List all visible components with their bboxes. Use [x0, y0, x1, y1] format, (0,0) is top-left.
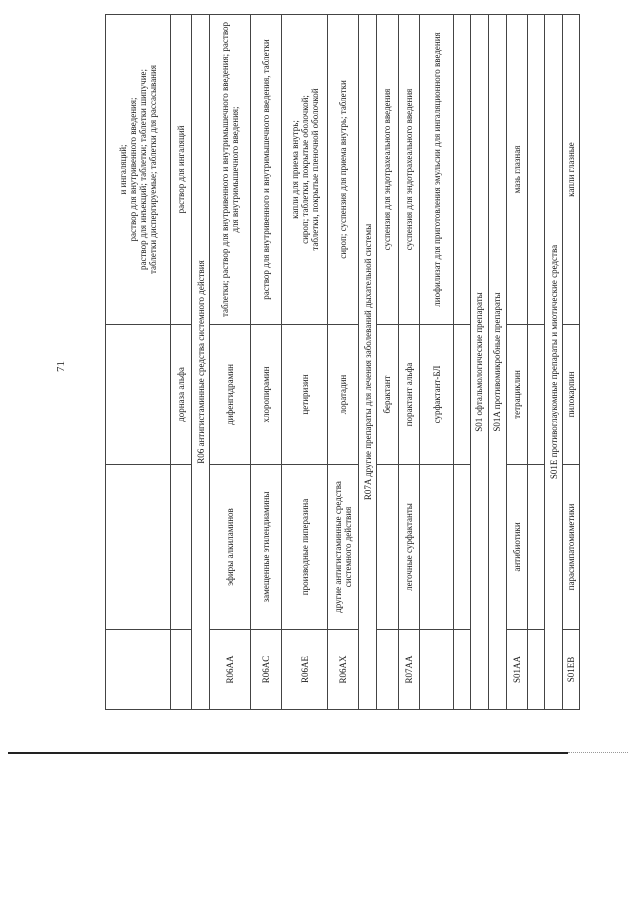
atc-code-cell [453, 630, 470, 710]
atc-code-cell [420, 630, 454, 710]
group-cell: эфиры алкиламинов [210, 465, 251, 630]
page-bottom-rule-dotted [568, 752, 628, 754]
atc-code-cell: S01EB [563, 630, 580, 710]
atc-code-cell: S01AA [506, 630, 528, 710]
atc-code-cell: R06AX [327, 630, 358, 710]
drug-name-cell [453, 325, 470, 465]
dosage-form-cell: суспензия для эндотрахеального введения [398, 15, 420, 325]
section-row [359, 15, 377, 710]
drug-name-cell: сурфактант-БЛ [420, 325, 454, 465]
drug-name-cell: берактант [377, 325, 399, 465]
drug-name-cell: тетрациклин [506, 325, 528, 465]
atc-code-cell [106, 630, 171, 710]
group-cell: антибиотики [506, 465, 528, 630]
dosage-form-cell: мазь глазная [506, 15, 528, 325]
group-cell [420, 465, 454, 630]
section-row [545, 15, 563, 710]
dosage-form-cell: и ингаляций; раствор для внутривенного введения; раствор для инъекций; таблетки; таблетки шипучие; таблетки диспергируемые; таблетки для рассасывания [106, 15, 171, 325]
section-heading: S01A противомикробные препараты [488, 15, 506, 710]
drug-table-body [106, 15, 580, 710]
section-heading: R06 антигистаминные средства системного действия [192, 15, 210, 710]
table-row [210, 15, 251, 710]
group-cell: легочные сурфактанты [398, 465, 420, 630]
dosage-form-cell: лиофилизат для приготовления эмульсии для ингаляционного введения [420, 15, 454, 325]
dosage-form-cell: таблетки; раствор для внутривенного и внутримышечного введения; раствор для внутримышечного введения; [210, 15, 251, 325]
atc-code-cell: R06AA [210, 630, 251, 710]
table-row [528, 15, 545, 710]
table-row [327, 15, 358, 710]
atc-code-cell [377, 630, 399, 710]
drug-name-cell: дифенгидрамин [210, 325, 251, 465]
page-number: 71 [55, 361, 67, 372]
drug-name-cell: порактант альфа [398, 325, 420, 465]
drug-name-cell: лоратадин [327, 325, 358, 465]
dosage-form-cell [528, 15, 545, 325]
drug-table [105, 14, 580, 710]
dosage-form-cell: суспензия для эндотрахеального введения [377, 15, 399, 325]
section-row [470, 15, 488, 710]
group-cell: парасимпатомиметики [563, 465, 580, 630]
group-cell: замещенные этилендиамины [251, 465, 282, 630]
dosage-form-cell [453, 15, 470, 325]
table-row [420, 15, 454, 710]
drug-name-cell: пилокарпин [563, 325, 580, 465]
group-cell [528, 465, 545, 630]
dosage-form-cell: раствор для ингаляций [170, 15, 192, 325]
atc-code-cell: R06AE [282, 630, 328, 710]
table-row [563, 15, 580, 710]
atc-code-cell [528, 630, 545, 710]
section-row [192, 15, 210, 710]
page-bottom-rule [8, 752, 568, 754]
drug-name-cell [528, 325, 545, 465]
table-row [506, 15, 528, 710]
table-row [377, 15, 399, 710]
group-cell [170, 465, 192, 630]
dosage-form-cell: сироп; суспензия для приема внутрь; таблетки [327, 15, 358, 325]
dosage-form-cell: капли глазные [563, 15, 580, 325]
table-row [170, 15, 192, 710]
section-heading: S01E противоглаукомные препараты и миотические средства [545, 15, 563, 710]
drug-name-cell: дорназа альфа [170, 325, 192, 465]
group-cell: производные пиперазина [282, 465, 328, 630]
drug-name-cell: хлоропирамин [251, 325, 282, 465]
table-row [282, 15, 328, 710]
group-cell [453, 465, 470, 630]
section-row [488, 15, 506, 710]
dosage-form-cell: раствор для внутривенного и внутримышечного введения, таблетки [251, 15, 282, 325]
rotated-table-container [105, 15, 580, 710]
table-row [398, 15, 420, 710]
group-cell [106, 465, 171, 630]
group-cell [377, 465, 399, 630]
dosage-form-cell: капли для приема внутрь; сироп; таблетки, покрытые оболочкой; таблетки, покрытые пленочной оболочкой [282, 15, 328, 325]
drug-name-cell [106, 325, 171, 465]
table-row [453, 15, 470, 710]
atc-code-cell: R06AC [251, 630, 282, 710]
atc-code-cell [170, 630, 192, 710]
section-heading: S01 офтальмологические препараты [470, 15, 488, 710]
atc-code-cell: R07AA [398, 630, 420, 710]
group-cell: другие антигистаминные средства системного действия [327, 465, 358, 630]
section-heading: R07A другие препараты для лечения заболеваний дыхательной системы [359, 15, 377, 710]
table-row [106, 15, 171, 710]
table-row [251, 15, 282, 710]
drug-name-cell: цетиризин [282, 325, 328, 465]
